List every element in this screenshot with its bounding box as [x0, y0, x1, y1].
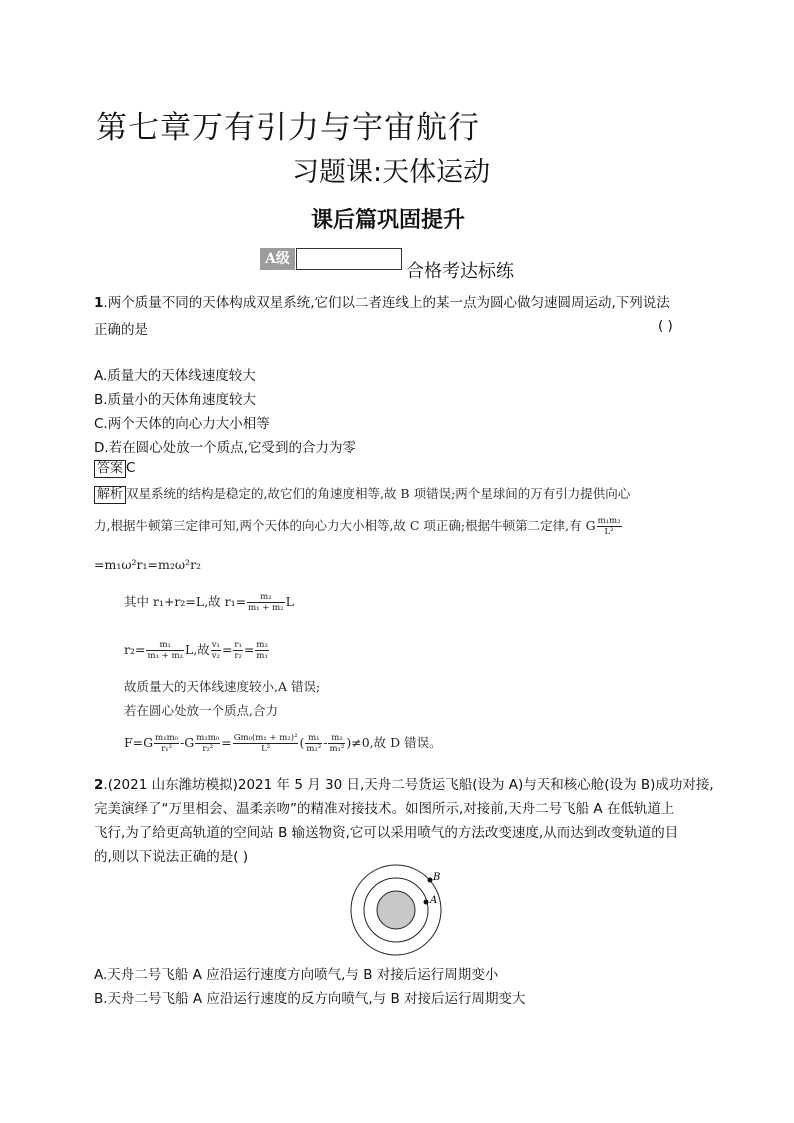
analysis-tag: 解析: [94, 486, 126, 504]
q1-conclusion1: 故质量大的天体线速度较小,A 错误;: [124, 679, 321, 694]
q2-stem-line2: 完美演绎了“万里相会、温柔亲吻”的精准对接技术。如图所示,对接前,天舟二号飞船 A 在低轨道上: [94, 801, 675, 817]
q1-number: 1: [94, 295, 104, 311]
earth-body: [377, 891, 415, 929]
level-badge: A级: [260, 248, 295, 270]
q1-eq2: 其中 r₁+r₂=L,故 r₁= $\frac{\text{m₂}}{\text{m₁ + m₂}}$ L: [124, 592, 294, 613]
q1-eq3: r₂= $\frac{\text{m₁}}{\text{m₁ + m₂}}$ L,故 $\frac{\text{v₁}}{\text{v₂}}$ = $\frac{\text{r₁}}{\text{r₂}}$ = $\frac{\text{m₂}}{\text{m₁}}$: [124, 640, 268, 661]
q2-stem-line3: 飞行,为了给更高轨道的空间站 B 输送物资,它可以采用喷气的方法改变速度,从而达到改变轨道的目: [94, 825, 679, 841]
q2-stem-line4: 的,则以下说法正确的是( ): [94, 849, 249, 865]
subsection-title: 课后篇巩固提升: [311, 207, 466, 233]
q1-analysis-line2: 力,根据牛顿第三定律可知,两个天体的向心力大小相等,故 C 项正确;根据牛顿第二定律,有 G $\frac{\text{m₁m₂}}{\text{L²}}$: [94, 516, 621, 537]
q1-eq1: =m₁ω²r₁=m₂ω²r₂: [94, 557, 202, 572]
q2-option-a: A.天舟二号飞船 A 应沿运行速度方向喷气,与 B 对接后运行周期变小: [94, 967, 499, 983]
q1-option-d: D.若在圆心处放一个质点,它受到的合力为零: [94, 440, 356, 456]
level-name: 合格考达标练: [406, 261, 514, 282]
section-title: 习题课:天体运动: [292, 157, 491, 188]
q2-number: 2: [94, 777, 104, 793]
q1-eq4: F=G $\frac{\text{m₁m₀}}{\text{r₁²}}$ -G $\frac{\text{m₂m₀}}{\text{r₂²}}$ = $\frac{\text{Gm₀(m₁ + m₂)²}}{\text{L²}}$ ( $\frac{\text{m₁}}{\text{m₂²}}$ - $\frac{\text{m₂}}{\text{m₁²}}$ )≠0,故 D 错误。: [124, 733, 442, 754]
answer-tag: 答案: [94, 460, 126, 478]
level-blank-box: [296, 248, 402, 270]
station-b-dot: [428, 878, 433, 883]
label-b: B: [433, 872, 441, 883]
q1-stem-line1: 1.两个质量不同的天体构成双星系统,它们以二者连线上的某一点为圆心做匀速圆周运动,下列说法: [94, 295, 670, 311]
q1-conclusion2: 若在圆心处放一个质点,合力: [124, 703, 278, 718]
orbit-diagram: [350, 862, 446, 958]
q1-option-c: C.两个天体的向心力大小相等: [94, 416, 270, 432]
q1-analysis-line1: 解析 双星系统的结构是稳定的,故它们的角速度相等,故 B 项错误;两个星球间的万有引力提供向心: [94, 484, 630, 504]
chapter-title: 第七章万有引力与宇宙航行: [96, 110, 480, 146]
q1-option-b: B.质量小的天体角速度较大: [94, 392, 257, 408]
q1-stem-line2: 正确的是: [94, 322, 148, 338]
q1-option-a: A.质量大的天体线速度较大: [94, 368, 256, 384]
spacecraft-a-dot: [424, 900, 429, 905]
gravity-fraction: $\frac{\text{m₁m₂}}{\text{L²}}$: [597, 516, 621, 537]
label-a: A: [430, 895, 438, 906]
q2-stem-line1: 2.(2021 山东潍坊模拟)2021 年 5 月 30 日,天舟二号货运飞船(设为 A)与天和核心舱(设为 B)成功对接,: [94, 777, 714, 793]
q2-option-b: B.天舟二号飞船 A 应沿运行速度的反方向喷气,与 B 对接后运行周期变大: [94, 991, 526, 1007]
q1-answer: 答案 C: [94, 460, 135, 478]
q1-answer-paren: ( ): [658, 318, 673, 334]
